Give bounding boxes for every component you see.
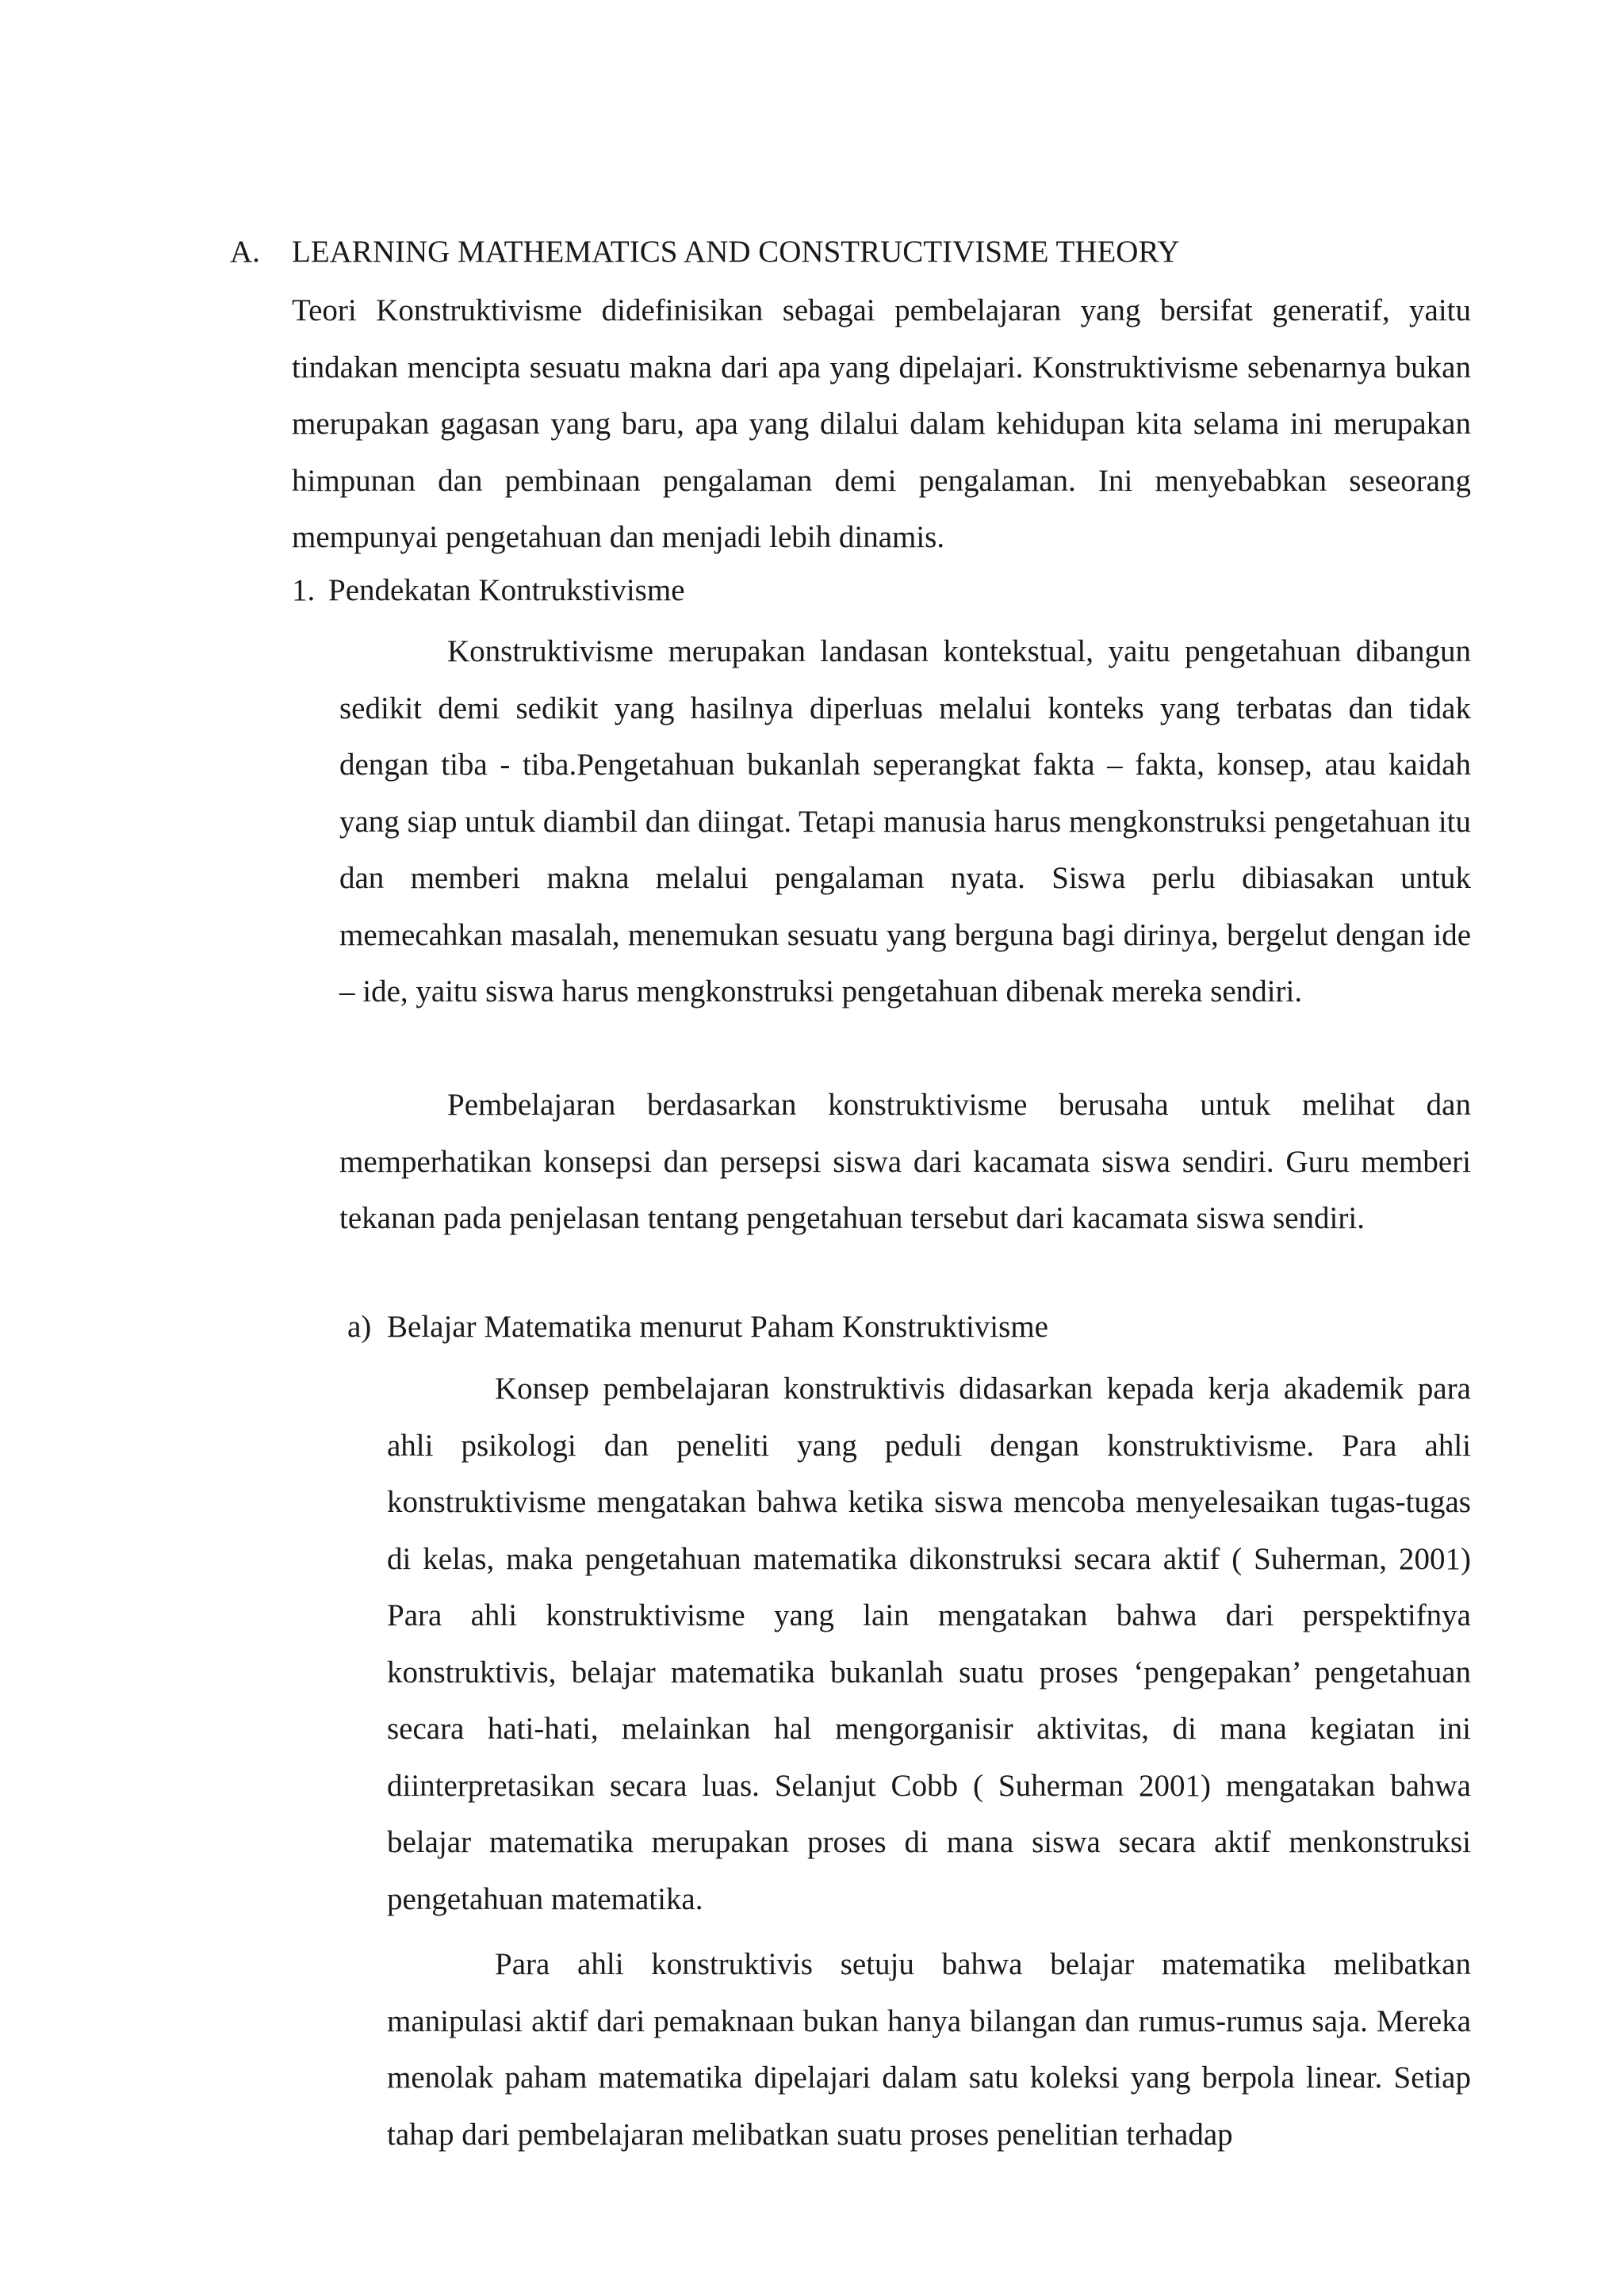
section-intro-paragraph: Teori Konstruktivisme didefinisikan sebagai pembelajaran yang bersifat generatif, yaitu tindakan mencipta sesuatu makna dari apa yang dipelajari. Konstruktivisme sebenarnya bukan merupakan gagasan yang baru, apa yang dilalui dalam kehidupan kita selama ini merupakan himpunan dan pembinaan pengalaman demi pengalaman. Ini menyebabkan seseorang mempunyai pengetahuan dan menjadi lebih dinamis. (292, 293, 1471, 554)
section-heading (230, 228, 1180, 276)
subsection-1-marker: 1. (292, 573, 316, 607)
subsection-1-heading (292, 567, 685, 614)
subsection-2-marker: a) (347, 1310, 372, 1344)
subsection-1-paragraph: Pembelajaran berdasarkan konstruktivisme berusaha untuk melihat dan memperhatikan konsepsi dan persepsi siswa dari kacamata siswa sendiri. Guru memberi tekanan pada penjelasan tentang pengetahuan tersebut dari kacamata siswa sendiri. (339, 1088, 1471, 1235)
subsection-2-paragraph: Para ahli konstruktivis setuju bahwa belajar matematika melibatkan manipulasi aktif dari pemaknaan bukan hanya bilangan dan rumus-rumus saja. Mereka menolak paham matematika dipelajari dalam satu koleksi yang berpola linear. Setiap tahap dari pembelajaran melibatkan suatu proses penelitian terhadap (387, 1947, 1471, 2152)
subsection-1-title: Pendekatan Kontrukstivisme (328, 573, 685, 607)
subsection-2-paragraph: Konsep pembelajaran konstruktivis didasarkan kepada kerja akademik para ahli psikologi dan peneliti yang peduli dengan konstruktivisme. Para ahli konstruktivisme mengatakan bahwa ketika siswa mencoba menyelesaikan tugas-tugas di kelas, maka pengetahuan matematika dikonstruksi secara aktif ( Suherman, 2001) Para ahli konstruktivisme yang lain mengatakan bahwa dari perspektifnya konstruktivis, belajar matematika bukanlah suatu proses ‘pengepakan’ pengetahuan secara hati-hati, melainkan hal mengorganisir aktivitas, di mana kegiatan ini diinterpretasikan secara luas. Selanjut Cobb ( Suherman 2001) mengatakan bahwa belajar matematika merupakan proses di mana siswa secara aktif menkonstruksi pengetahuan matematika. (387, 1372, 1471, 1916)
subsection-2-title: Belajar Matematika menurut Paham Konstruktivisme (387, 1310, 1048, 1344)
section-marker: A. (230, 235, 260, 269)
subsection-1-paragraph: Konstruktivisme merupakan landasan kontekstual, yaitu pengetahuan dibangun sedikit demi sedikit yang hasilnya diperluas melalui konteks yang terbatas dan tidak dengan tiba - tiba.Pengetahuan bukanlah seperangkat fakta – fakta, konsep, atau kaidah yang siap untuk diambil dan diingat. Tetapi manusia harus mengkonstruksi pengetahuan itu dan memberi makna melalui pengalaman nyata. Siswa perlu dibiasakan untuk memecahkan masalah, menemukan sesuatu yang berguna bagi dirinya, bergelut dengan ide – ide, yaitu siswa harus mengkonstruksi pengetahuan dibenak mereka sendiri. (339, 634, 1471, 1008)
section-title: LEARNING MATHEMATICS AND CONSTRUCTIVISME THEORY (292, 235, 1180, 269)
subsection-2-heading (347, 1303, 1048, 1351)
